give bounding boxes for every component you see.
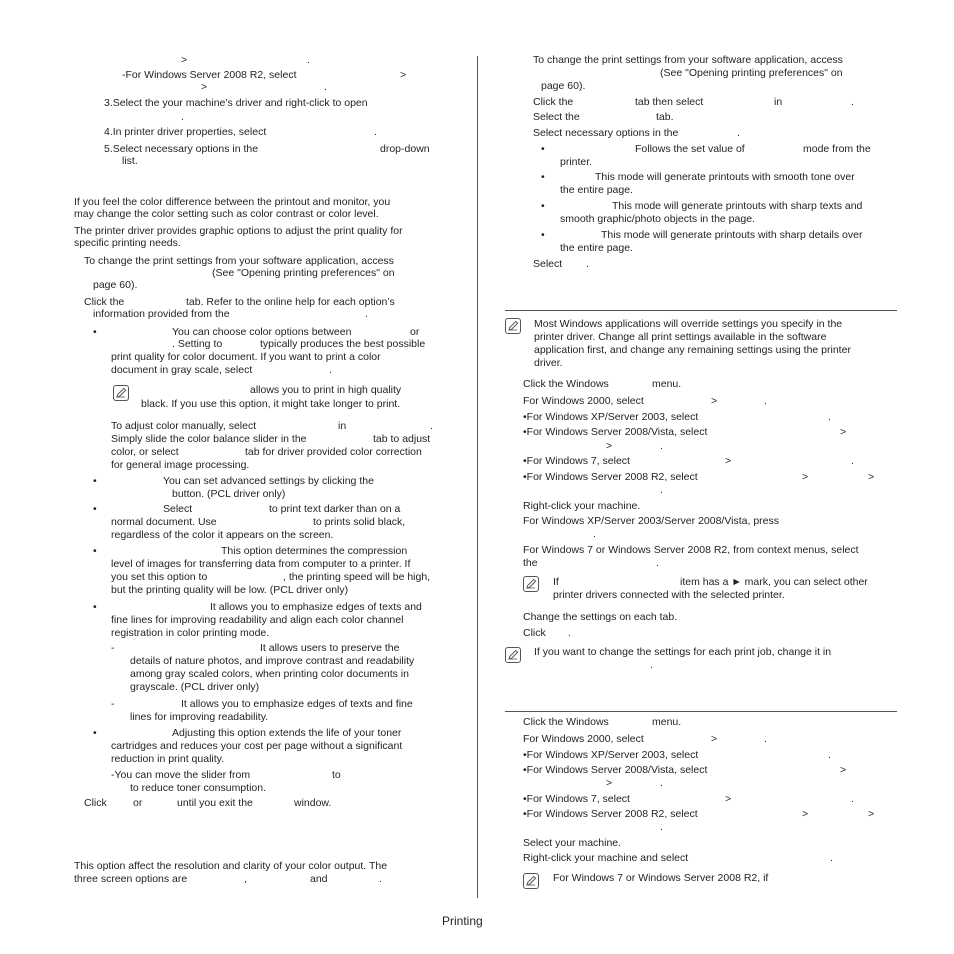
- text-line: you set this option to: [111, 571, 208, 583]
- text-line: mode from the: [803, 143, 871, 155]
- text-line: 3.Select the your machine’s driver and right-click to open: [104, 97, 368, 109]
- text-line: >: [725, 793, 732, 805]
- text-line: .: [307, 54, 310, 66]
- text-line: drop-down: [380, 143, 430, 155]
- text-line: in: [338, 420, 347, 432]
- text-line: If you want to change the settings for each print job, change it in: [534, 646, 832, 658]
- text-line: normal document. Use: [111, 516, 217, 528]
- text-line: and: [310, 873, 328, 885]
- text-line: To adjust color manually, select: [111, 420, 257, 432]
- text-line: .: [593, 528, 596, 540]
- text-line: to print text darker than on a: [269, 503, 401, 515]
- text-line: black. If you use this option, it might take longer to print.: [141, 398, 401, 410]
- text-line: menu.: [652, 716, 682, 728]
- text-line: This option affect the resolution and clarity of your color output. The: [74, 860, 388, 872]
- text-line: or: [410, 326, 420, 338]
- text-line: printer driver. Change all print settings available in the software: [534, 331, 827, 343]
- text-line: >: [400, 69, 407, 81]
- text-line: •For Windows XP/Server 2003, select: [523, 411, 699, 423]
- text-line: For Windows 7 or Windows Server 2008 R2, if: [553, 872, 769, 884]
- note-icon: [523, 873, 539, 889]
- text-line: . Setting to: [172, 338, 223, 350]
- text-line: >: [606, 777, 613, 789]
- text-line: -You can move the slider from: [111, 769, 251, 781]
- text-line: for general image processing.: [111, 459, 250, 471]
- text-line: -: [111, 642, 115, 654]
- text-line: application first, and change any remaining settings using the printer: [534, 344, 851, 356]
- section-rule: [505, 711, 897, 712]
- text-line: to: [332, 769, 341, 781]
- text-line: color, or select: [111, 446, 179, 458]
- text-line: >: [868, 808, 875, 820]
- text-line: For Windows 2000, select: [523, 395, 644, 407]
- text-line: three screen options are: [74, 873, 188, 885]
- text-line: >: [868, 471, 875, 483]
- text-line: document in gray scale, select: [111, 364, 253, 376]
- text-line: .: [660, 484, 663, 496]
- text-line: •For Windows 7, select: [523, 455, 630, 467]
- text-line: typically produces the best possible: [260, 338, 426, 350]
- text-line: .: [430, 420, 433, 432]
- text-line: .: [851, 793, 854, 805]
- text-line: to reduce toner consumption.: [130, 782, 266, 794]
- text-line: Follows the set value of: [635, 143, 745, 155]
- text-line: Click: [523, 627, 546, 639]
- text-line: .: [374, 126, 377, 138]
- text-line: •For Windows Server 2008/Vista, select: [523, 426, 708, 438]
- text-line: (See "Opening printing preferences" on: [660, 67, 843, 79]
- text-line: .: [568, 627, 571, 639]
- text-line: You can set advanced settings by clicking the: [163, 475, 374, 487]
- text-line: regardless of the color it appears on the screen.: [111, 529, 334, 541]
- text-line: >: [802, 471, 809, 483]
- text-line: tab to adjust: [373, 433, 431, 445]
- text-line: printer.: [560, 156, 593, 168]
- text-line: •: [541, 143, 545, 155]
- text-line: •For Windows Server 2008 R2, select: [523, 808, 698, 820]
- text-line: •: [93, 601, 97, 613]
- text-line: .: [660, 440, 663, 452]
- section-rule: [505, 310, 897, 311]
- text-line: page 60).: [541, 80, 586, 92]
- text-line: Simply slide the color balance slider in the: [111, 433, 307, 445]
- text-line: >: [840, 764, 847, 776]
- text-line: to prints solid black,: [313, 516, 406, 528]
- text-line: To change the print settings from your software application, access: [533, 54, 843, 66]
- text-line: tab. Refer to the online help for each option’s: [186, 296, 395, 308]
- text-line: •: [541, 200, 545, 212]
- text-line: For Windows 7 or Windows Server 2008 R2, from context menus, select: [523, 544, 859, 556]
- text-line: or: [133, 797, 143, 809]
- text-line: .: [329, 364, 332, 376]
- text-line: , the printing speed will be high,: [283, 571, 431, 583]
- text-line: Select the: [533, 111, 580, 123]
- column-divider: [477, 56, 478, 898]
- text-line: .: [830, 852, 833, 864]
- text-line: -: [111, 698, 115, 710]
- text-line: lines for improving readability.: [130, 711, 269, 723]
- text-line: .: [586, 258, 589, 270]
- text-line: •For Windows 7, select: [523, 793, 630, 805]
- text-line: list.: [122, 155, 138, 167]
- text-line: Adjusting this option extends the life of your toner: [172, 727, 402, 739]
- text-line: •: [93, 727, 97, 739]
- text-line: For Windows 2000, select: [523, 733, 644, 745]
- text-line: grayscale. (PCL driver only): [130, 681, 260, 693]
- text-line: >: [181, 54, 188, 66]
- text-line: .: [764, 733, 767, 745]
- text-line: If you feel the color difference between the printout and monitor, you: [74, 196, 391, 208]
- text-line: registration in color printing mode.: [111, 627, 270, 639]
- text-line: (See "Opening printing preferences" on: [212, 267, 395, 279]
- text-line: You can choose color options between: [172, 326, 352, 338]
- text-line: .: [660, 777, 663, 789]
- text-line: page 60).: [93, 279, 138, 291]
- text-line: .: [764, 395, 767, 407]
- text-line: tab for driver provided color correction: [245, 446, 422, 458]
- text-line: >: [725, 455, 732, 467]
- text-line: among gray scaled colors, when printing color documents in: [130, 668, 409, 680]
- text-line: Click the: [84, 296, 125, 308]
- text-line: >: [711, 733, 718, 745]
- text-line: •For Windows Server 2008 R2, select: [523, 471, 698, 483]
- note-icon: [113, 385, 129, 401]
- text-line: •For Windows XP/Server 2003, select: [523, 749, 699, 761]
- text-line: the entire page.: [560, 242, 633, 254]
- text-line: in: [774, 96, 783, 108]
- text-line: item has a ► mark, you can select other: [680, 576, 868, 588]
- text-line: Click: [84, 797, 107, 809]
- text-line: •For Windows Server 2008/Vista, select: [523, 764, 708, 776]
- text-line: .: [737, 127, 740, 139]
- text-line: level of images for transferring data from computer to a printer. If: [111, 558, 411, 570]
- text-line: may change the color setting such as color contrast or color level.: [74, 208, 379, 220]
- text-line: .: [650, 659, 653, 671]
- text-line: 5.Select necessary options in the: [104, 143, 259, 155]
- text-line: •: [93, 475, 97, 487]
- text-line: 4.In printer driver properties, select: [104, 126, 267, 138]
- text-line: >: [201, 81, 208, 93]
- text-line: Select: [163, 503, 193, 515]
- text-line: until you exit the: [177, 797, 253, 809]
- text-line: tab then select: [635, 96, 704, 108]
- text-line: .: [828, 411, 831, 423]
- text-line: For Windows XP/Server 2003/Server 2008/Vista, press: [523, 515, 780, 527]
- text-line: .: [851, 96, 854, 108]
- text-line: •: [93, 503, 97, 515]
- text-line: >: [840, 426, 847, 438]
- text-line: .: [365, 308, 368, 320]
- text-line: allows you to print in high quality: [250, 384, 402, 396]
- text-line: specific printing needs.: [74, 237, 181, 249]
- text-line: details of nature photos, and improve contrast and readability: [130, 655, 415, 667]
- text-line: .: [851, 455, 854, 467]
- text-line: Change the settings on each tab.: [523, 611, 678, 623]
- text-line: window.: [294, 797, 332, 809]
- text-line: Most Windows applications will override settings you specify in the: [534, 318, 843, 330]
- text-line: Select: [533, 258, 563, 270]
- text-line: -For Windows Server 2008 R2, select: [122, 69, 297, 81]
- text-line: If: [553, 576, 559, 588]
- text-line: This mode will generate printouts with sharp details over: [601, 229, 863, 241]
- text-line: .: [660, 821, 663, 833]
- text-line: smooth graphic/photo objects in the page.: [560, 213, 755, 225]
- text-line: reduction in print quality.: [111, 753, 225, 765]
- text-line: the: [523, 557, 538, 569]
- note-icon: [505, 647, 521, 663]
- text-line: This mode will generate printouts with smooth tone over: [595, 171, 855, 183]
- text-line: ,: [244, 873, 247, 885]
- text-line: .: [379, 873, 382, 885]
- text-line: It allows you to emphasize edges of texts and fine: [181, 698, 413, 710]
- text-line: but the printing quality will be low. (PCL driver only): [111, 584, 349, 596]
- text-line: >: [802, 808, 809, 820]
- text-line: driver.: [534, 357, 563, 369]
- text-line: >: [711, 395, 718, 407]
- text-line: cartridges and reduces your cost per page without a significant: [111, 740, 403, 752]
- page-footer: Printing: [442, 914, 483, 928]
- text-line: Click the Windows: [523, 716, 609, 728]
- text-line: Select necessary options in the: [533, 127, 679, 139]
- text-line: print quality for color document. If you want to print a color: [111, 351, 381, 363]
- text-line: •: [93, 545, 97, 557]
- text-line: information provided from the: [93, 308, 230, 320]
- text-line: Right-click your machine.: [523, 500, 641, 512]
- text-line: fine lines for improving readability and align each color channel: [111, 614, 404, 626]
- text-line: .: [656, 557, 659, 569]
- text-line: tab.: [656, 111, 674, 123]
- text-line: This mode will generate printouts with sharp texts and: [612, 200, 863, 212]
- text-line: Click the: [533, 96, 574, 108]
- text-line: .: [324, 81, 327, 93]
- text-line: >: [606, 440, 613, 452]
- text-line: It allows you to emphasize edges of texts and: [210, 601, 422, 613]
- text-line: •: [93, 326, 97, 338]
- note-icon: [505, 318, 521, 334]
- text-line: Click the Windows: [523, 378, 609, 390]
- text-line: This option determines the compression: [221, 545, 408, 557]
- text-line: .: [828, 749, 831, 761]
- text-line: •: [541, 171, 545, 183]
- text-line: •: [541, 229, 545, 241]
- text-line: Right-click your machine and select: [523, 852, 689, 864]
- text-line: Select your machine.: [523, 837, 622, 849]
- text-line: the entire page.: [560, 184, 633, 196]
- note-icon: [523, 576, 539, 592]
- text-line: printer drivers connected with the selected printer.: [553, 589, 785, 601]
- text-line: button. (PCL driver only): [172, 488, 286, 500]
- text-line: .: [181, 111, 184, 123]
- text-line: To change the print settings from your software application, access: [84, 255, 394, 267]
- text-line: menu.: [652, 378, 682, 390]
- text-line: It allows users to preserve the: [260, 642, 400, 654]
- text-line: The printer driver provides graphic options to adjust the print quality for: [74, 225, 403, 237]
